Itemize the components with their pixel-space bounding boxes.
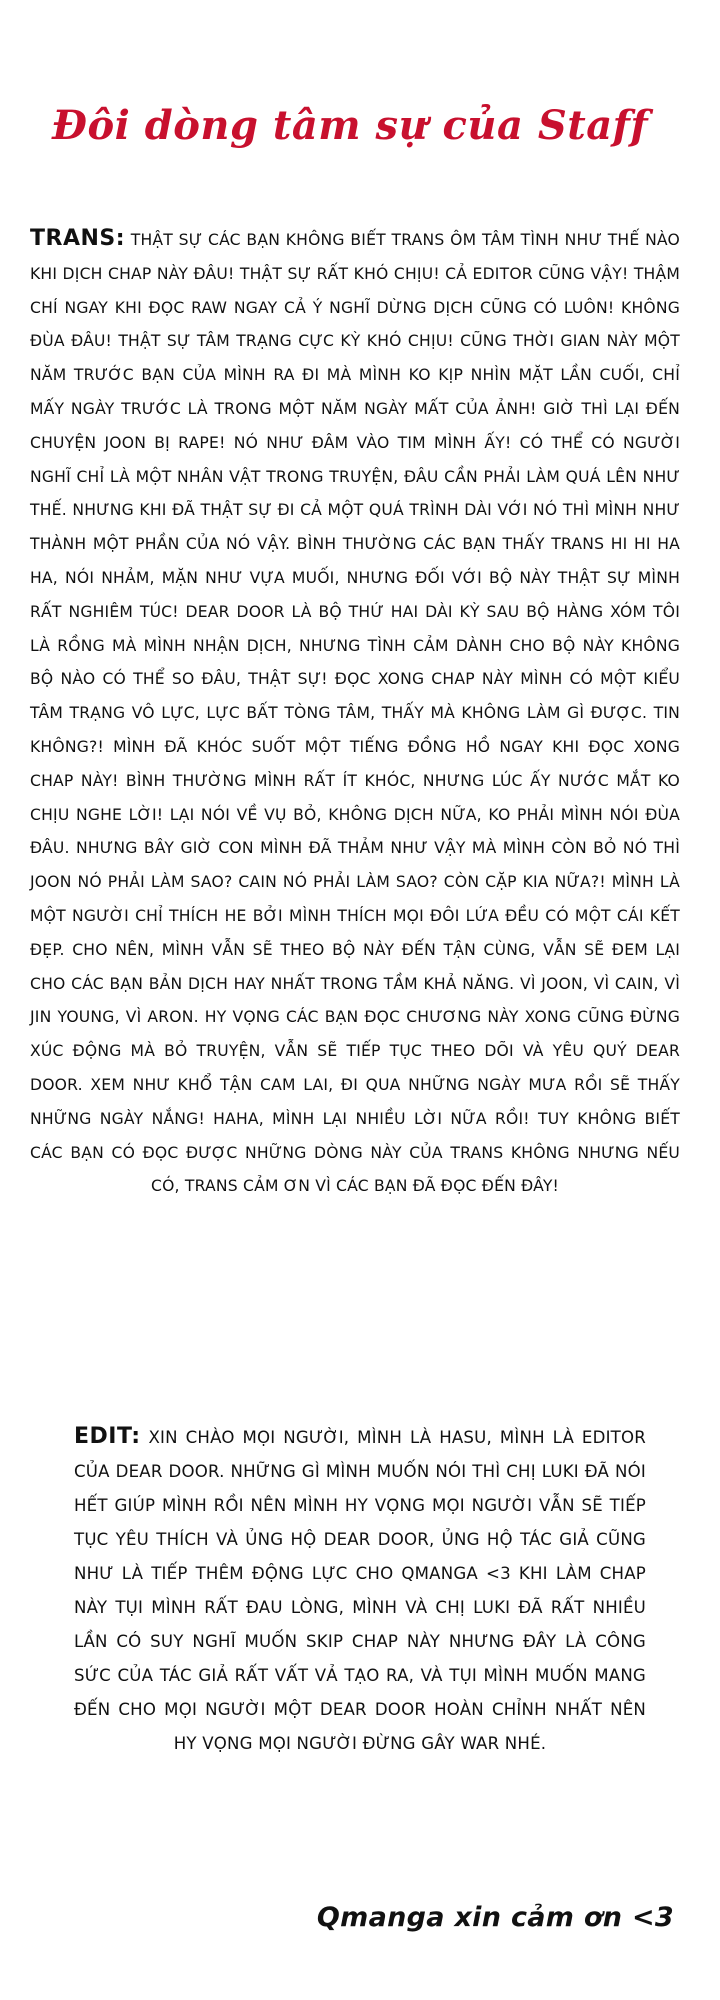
trans-note-text-wrapper [30, 222, 680, 1204]
edit-note-text-wrapper [74, 1420, 646, 1761]
edit-label: EDIT: [74, 1424, 141, 1449]
edit-note [74, 1420, 646, 1761]
trans-note [30, 222, 680, 1204]
trans-note-body: THẬT SỰ CÁC BẠN KHÔNG BIẾT TRANS ÔM TÂM TÌNH NHƯ THẾ NÀO KHI DỊCH CHAP NÀY ĐÂU! THẬT SỰ RẤT KHÓ CHỊU! CẢ EDITOR CŨNG VẬY! THẬM CHÍ NGAY KHI ĐỌC RAW NGAY CẢ Ý NGHĨ DỪNG DỊCH CŨNG CÓ LUÔN! KHÔNG ĐÙA ĐÂU! THẬT SỰ TÂM TRẠNG CỰC KỲ KHÓ CHỊU! CŨNG THỜI GIAN NÀY MỘT NĂM TRƯỚC BẠN CỦA MÌNH RA ĐI MÀ MÌNH KO KỊP NHÌN MẶT LẦN CUỐI, CHỈ MẤY NGÀY TRƯỚC LÀ TRONG MỘT NĂM NGÀY MẤT CỦA ẢNH! GIỜ THÌ LẠI ĐẾN CHUYỆN JOON BỊ RAPE! NÓ NHƯ ĐÂM VÀO TIM MÌNH ẤY! CÓ THỂ CÓ NGƯỜI NGHĨ CHỈ LÀ MỘT NHÂN VẬT TRONG TRUYỆN, ĐÂU CẦN PHẢI LÀM QUÁ LÊN NHƯ THẾ. NHƯNG KHI ĐÃ THẬT SỰ ĐI CẢ MỘT QUÁ TRÌNH DÀI VỚI NÓ THÌ MÌNH NHƯ THÀNH MỘT PHẦN CỦA NÓ VẬY. BÌNH THƯỜNG CÁC BẠN THẤY TRANS HI HI HA HA, NÓI NHẢM, MẶN NHƯ VỰA MUỐI, NHƯNG ĐỐI VỚI BỘ NÀY THẬT SỰ MÌNH RẤT NGHIÊM TÚC! DEAR DOOR LÀ BỘ THỨ HAI DÀI KỲ SAU BỘ HÀNG XÓM TÔI LÀ RỒNG MÀ MÌNH NHẬN DỊCH, NHƯNG TÌNH CẢM DÀNH CHO BỘ NÀY KHÔNG BỘ NÀO CÓ THỂ SO ĐÂU, THẬT SỰ! ĐỌC XONG CHAP NÀY MÌNH CÓ MỘT KIỂU TÂM TRẠNG VÔ LỰC, LỰC BẤT TÒNG TÂM, THẤY MÀ KHÔNG LÀM GÌ ĐƯỢC. TIN KHÔNG?! MÌNH ĐÃ KHÓC SUỐT MỘT TIẾNG ĐỒNG HỒ NGAY KHI ĐỌC XONG CHAP NÀY! BÌNH THƯỜNG MÌNH RẤT ÍT KHÓC, NHƯNG LÚC ẤY NƯỚC MẮT KO CHỊU NGHE LỜI! LẠI NÓI VỀ VỤ BỎ, KHÔNG DỊCH NỮA, KO PHẢI MÌNH NÓI ĐÙA ĐÂU. NHƯNG BÂY GIỜ CON MÌNH ĐÃ THẢM NHƯ VẬY MÀ MÌNH CÒN BỎ NÓ THÌ JOON NÓ PHẢI LÀM SAO? CAIN NÓ PHẢI LÀM SAO? CÒN CẶP KIA NỮA?! MÌNH LÀ MỘT NGƯỜI CHỈ THÍCH HE BỞI MÌNH THÍCH MỌI ĐÔI LỨA ĐỀU CÓ MỘT CÁI KẾT ĐẸP. CHO NÊN, MÌNH VẪN SẼ THEO BỘ NÀY ĐẾN TẬN CÙNG, VẪN SẼ ĐEM LẠI CHO CÁC BẠN BẢN DỊCH HAY NHẤT TRONG TẦM KHẢ NĂNG. VÌ JOON, VÌ CAIN, VÌ JIN YOUNG, VÌ ARON. HY VỌNG CÁC BẠN ĐỌC CHƯƠNG NÀY XONG CŨNG ĐỪNG XÚC ĐỘNG MÀ BỎ TRUYỆN, VẪN SẼ TIẾP TỤC THEO DÕI VÀ YÊU QUÝ DEAR DOOR. XEM NHƯ KHỔ TẬN CAM LAI, ĐI QUA NHỮNG NGÀY MƯA RỒI SẼ THẤY NHỮNG NGÀY NẮNG! HAHA, MÌNH LẠI NHIỀU LỜI NỮA RỒI! TUY KHÔNG BIẾT CÁC BẠN CÓ ĐỌC ĐƯỢC NHỮNG DÒNG NÀY CỦA TRANS KHÔNG NHƯNG NẾU CÓ, TRANS CẢM ƠN VÌ CÁC BẠN ĐÃ ĐỌC ĐẾN ĐÂY! [30, 231, 680, 1196]
trans-label: TRANS: [30, 226, 126, 251]
page-title: Đôi dòng tâm sự của Staff [52, 102, 649, 149]
signature: Qmanga xin cảm ơn <3 [316, 1902, 674, 1933]
edit-note-body: XIN CHÀO MỌI NGƯỜI, MÌNH LÀ HASU, MÌNH LÀ EDITOR CỦA DEAR DOOR. NHỮNG GÌ MÌNH MUỐN NÓI THÌ CHỊ LUKI ĐÃ NÓI HẾT GIÚP MÌNH RỒI NÊN MÌNH HY VỌNG MỌI NGƯỜI VẪN SẼ TIẾP TỤC YÊU THÍCH VÀ ỦNG HỘ DEAR DOOR, ỦNG HỘ TÁC GIẢ CŨNG NHƯ LÀ TIẾP THÊM ĐỘNG LỰC CHO QMANGA <3 KHI LÀM CHAP NÀY TỤI MÌNH RẤT ĐAU LÒNG, MÌNH VÀ CHỊ LUKI ĐÃ RẤT NHIỀU LẦN CÓ SUY NGHĨ MUỐN SKIP CHAP NÀY NHƯNG ĐÂY LÀ CÔNG SỨC CỦA TÁC GIẢ RẤT VẤT VẢ TẠO RA, VÀ TỤI MÌNH MUỐN MANG ĐẾN CHO MỌI NGƯỜI MỘT DEAR DOOR HOÀN CHỈNH NHẤT NÊN HY VỌNG MỌI NGƯỜI ĐỪNG GÂY WAR NHÉ. [74, 1428, 646, 1753]
